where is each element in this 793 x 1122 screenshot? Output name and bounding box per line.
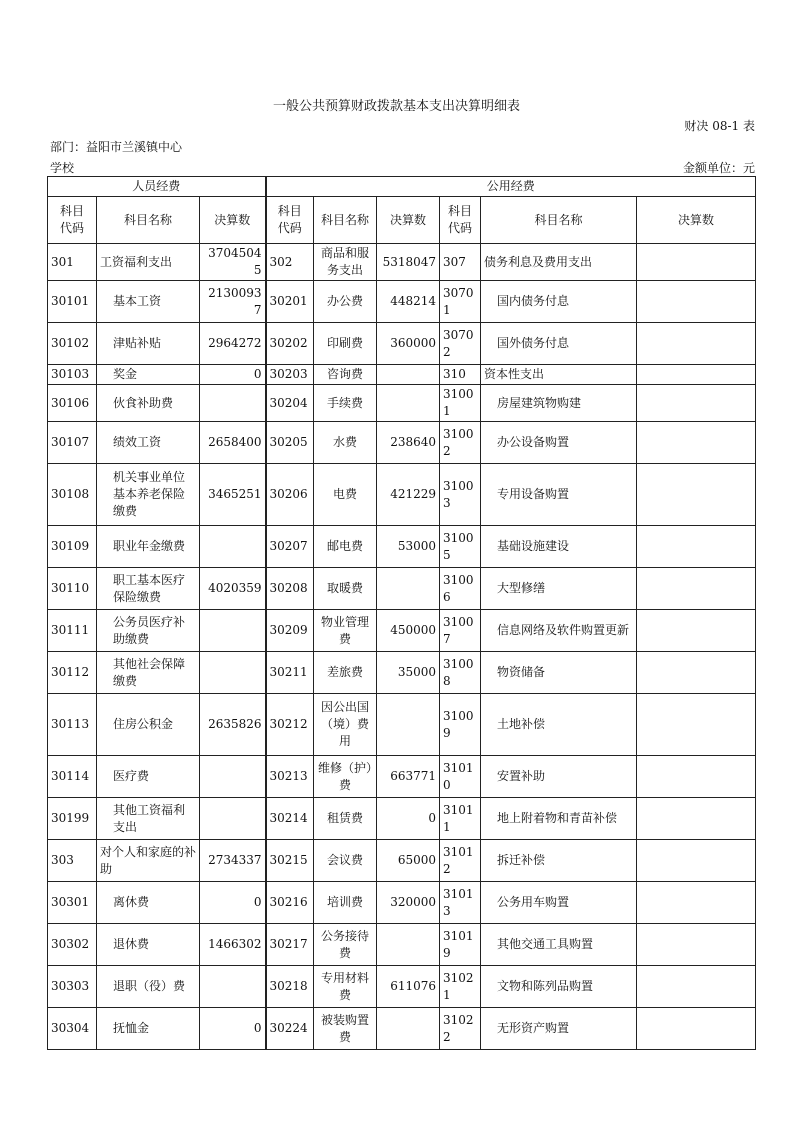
cell-code-2: 30207 [266,526,314,568]
cell-amount-1 [200,756,266,798]
cell-code-1: 30106 [48,385,97,422]
table-row [48,966,756,1008]
cell-name-1: 职工基本医疗保险缴费 [97,568,200,610]
cell-name-1: 医疗费 [97,756,200,798]
table-row [48,422,756,464]
cell-name-1: 伙食补助费 [97,385,200,422]
header-name-1: 科目名称 [97,197,200,244]
form-number: 财决 08-1 表 [684,119,755,133]
cell-code-3: 31007 [440,610,481,652]
cell-code-2: 30206 [266,464,314,526]
cell-code-2: 30214 [266,798,314,840]
cell-name-1: 机关事业单位基本养老保险缴费 [97,464,200,526]
cell-name-1: 退职（役）费 [97,966,200,1008]
cell-code-2: 30212 [266,694,314,756]
cell-code-1: 30103 [48,365,97,385]
cell-name-3: 基础设施建设 [481,526,637,568]
cell-name-1: 工资福利支出 [97,244,200,281]
cell-code-2: 30213 [266,756,314,798]
school-label: 学校 [50,161,75,175]
cell-code-1: 30111 [48,610,97,652]
cell-name-2: 会议费 [314,840,377,882]
cell-code-1: 30110 [48,568,97,610]
table-row [48,244,756,281]
table-row [48,694,756,756]
table-row [48,882,756,924]
cell-amount-1: 0 [200,882,266,924]
cell-code-3: 31012 [440,840,481,882]
cell-code-3: 31019 [440,924,481,966]
cell-code-1: 303 [48,840,97,882]
cell-amount-3 [637,244,756,281]
cell-code-2: 30218 [266,966,314,1008]
cell-amount-2: 35000 [377,652,440,694]
cell-name-1: 其他社会保障缴费 [97,652,200,694]
cell-code-1: 30101 [48,281,97,323]
cell-code-1: 30108 [48,464,97,526]
table-row [48,568,756,610]
cell-name-1: 职业年金缴费 [97,526,200,568]
cell-name-3: 文物和陈列品购置 [481,966,637,1008]
cell-code-3: 31021 [440,966,481,1008]
cell-name-2: 水费 [314,422,377,464]
cell-amount-3 [637,652,756,694]
cell-code-1: 30102 [48,323,97,365]
cell-name-1: 绩效工资 [97,422,200,464]
header-code-1 [48,197,97,244]
cell-amount-3 [637,610,756,652]
table-row [48,526,756,568]
cell-code-2: 30216 [266,882,314,924]
header-code-3-text: 科目 代码 [448,204,473,235]
cell-name-2: 印刷费 [314,323,377,365]
cell-code-3: 307 [440,244,481,281]
cell-name-2: 因公出国（境）费用 [314,694,377,756]
cell-code-3: 31008 [440,652,481,694]
cell-code-2: 30211 [266,652,314,694]
cell-name-3: 地上附着物和青苗补偿 [481,798,637,840]
cell-amount-2 [377,1008,440,1050]
page-title: 一般公共预算财政拨款基本支出决算明细表 [272,99,520,114]
cell-amount-3 [637,882,756,924]
cell-amount-1 [200,610,266,652]
cell-code-1: 30199 [48,798,97,840]
cell-code-1: 30112 [48,652,97,694]
cell-amount-3 [637,422,756,464]
cell-name-1: 基本工资 [97,281,200,323]
cell-amount-1: 21300937 [200,281,266,323]
cell-name-1: 抚恤金 [97,1008,200,1050]
table-row [48,323,756,365]
header-amount-2: 决算数 [377,197,440,244]
cell-amount-2 [377,694,440,756]
cell-amount-3 [637,568,756,610]
cell-name-1: 住房公积金 [97,694,200,756]
cell-amount-2: 5318047 [377,244,440,281]
cell-amount-3 [637,526,756,568]
expenditure-table [47,176,756,1050]
cell-code-2: 30209 [266,610,314,652]
cell-code-2: 30215 [266,840,314,882]
cell-name-2: 取暖费 [314,568,377,610]
cell-amount-3 [637,385,756,422]
cell-code-2: 30202 [266,323,314,365]
header-code-2 [266,197,314,244]
header-name-2: 科目名称 [314,197,377,244]
cell-name-1: 离休费 [97,882,200,924]
cell-amount-1 [200,526,266,568]
cell-code-1: 30304 [48,1008,97,1050]
cell-name-3: 其他交通工具购置 [481,924,637,966]
cell-amount-2: 448214 [377,281,440,323]
cell-amount-3 [637,281,756,323]
cell-amount-3 [637,464,756,526]
group-header-public: 公用经费 [266,177,756,197]
department-label: 部门：益阳市兰溪镇中心 [50,140,183,154]
cell-amount-1: 3465251 [200,464,266,526]
table-row [48,798,756,840]
cell-name-1: 奖金 [97,365,200,385]
cell-amount-1: 2635826 [200,694,266,756]
cell-name-3: 房屋建筑物购建 [481,385,637,422]
cell-name-2: 电费 [314,464,377,526]
cell-code-3: 31011 [440,798,481,840]
cell-name-2: 专用材料费 [314,966,377,1008]
cell-amount-2: 238640 [377,422,440,464]
cell-code-3: 31006 [440,568,481,610]
cell-amount-2: 360000 [377,323,440,365]
cell-code-3: 31005 [440,526,481,568]
cell-code-2: 30204 [266,385,314,422]
header-amount-1: 决算数 [200,197,266,244]
cell-amount-3 [637,1008,756,1050]
cell-amount-3 [637,756,756,798]
header-code-1-text: 科目 代码 [59,204,84,235]
cell-name-2: 商品和服务支出 [314,244,377,281]
cell-name-3: 无形资产购置 [481,1008,637,1050]
header-amount-3: 决算数 [637,197,756,244]
cell-amount-1: 37045045 [200,244,266,281]
cell-amount-1: 2658400 [200,422,266,464]
cell-name-2: 物业管理费 [314,610,377,652]
cell-code-1: 30114 [48,756,97,798]
cell-code-2: 30205 [266,422,314,464]
cell-code-1: 30113 [48,694,97,756]
cell-amount-2 [377,385,440,422]
cell-code-2: 302 [266,244,314,281]
cell-amount-1: 0 [200,365,266,385]
cell-name-3: 安置补助 [481,756,637,798]
cell-amount-2 [377,924,440,966]
cell-amount-3 [637,966,756,1008]
cell-code-3: 31003 [440,464,481,526]
amount-unit-label: 金额单位：元 [682,161,755,175]
cell-code-3: 31002 [440,422,481,464]
cell-amount-2: 320000 [377,882,440,924]
cell-amount-3 [637,365,756,385]
cell-name-3: 拆迁补偿 [481,840,637,882]
cell-amount-2: 53000 [377,526,440,568]
cell-code-2: 30224 [266,1008,314,1050]
cell-code-3: 31009 [440,694,481,756]
cell-name-3: 公务用车购置 [481,882,637,924]
cell-code-2: 30203 [266,365,314,385]
cell-name-2: 手续费 [314,385,377,422]
cell-amount-2 [377,568,440,610]
cell-amount-1 [200,385,266,422]
header-code-3 [440,197,481,244]
cell-name-3: 资本性支出 [481,365,637,385]
cell-name-2: 办公费 [314,281,377,323]
cell-name-2: 邮电费 [314,526,377,568]
cell-name-3: 国外债务付息 [481,323,637,365]
cell-name-2: 公务接待费 [314,924,377,966]
cell-amount-2: 450000 [377,610,440,652]
group-header-personnel: 人员经费 [48,177,266,197]
table-body [48,244,756,1050]
cell-name-3: 办公设备购置 [481,422,637,464]
cell-amount-3 [637,840,756,882]
cell-code-3: 31022 [440,1008,481,1050]
cell-name-2: 咨询费 [314,365,377,385]
cell-amount-1 [200,652,266,694]
cell-code-2: 30201 [266,281,314,323]
cell-name-2: 被装购置费 [314,1008,377,1050]
header-name-3: 科目名称 [481,197,637,244]
cell-name-3: 大型修缮 [481,568,637,610]
cell-code-3: 310 [440,365,481,385]
table-row [48,652,756,694]
cell-code-1: 30107 [48,422,97,464]
cell-code-3: 30702 [440,323,481,365]
table-row [48,281,756,323]
cell-name-3: 债务利息及费用支出 [481,244,637,281]
cell-amount-2: 0 [377,798,440,840]
cell-name-1: 其他工资福利支出 [97,798,200,840]
cell-code-3: 30701 [440,281,481,323]
cell-code-3: 31010 [440,756,481,798]
cell-name-1: 对个人和家庭的补助 [97,840,200,882]
cell-code-1: 30302 [48,924,97,966]
cell-code-1: 30303 [48,966,97,1008]
table-row [48,464,756,526]
table-row [48,756,756,798]
cell-amount-1: 1466302 [200,924,266,966]
cell-code-1: 301 [48,244,97,281]
cell-amount-3 [637,694,756,756]
cell-amount-3 [637,323,756,365]
table-row [48,1008,756,1050]
cell-name-1: 退休费 [97,924,200,966]
cell-amount-3 [637,924,756,966]
cell-amount-3 [637,798,756,840]
cell-amount-2: 663771 [377,756,440,798]
cell-name-2: 维修（护）费 [314,756,377,798]
table-row [48,385,756,422]
cell-name-2: 租赁费 [314,798,377,840]
cell-amount-1: 4020359 [200,568,266,610]
cell-amount-2: 611076 [377,966,440,1008]
cell-code-1: 30109 [48,526,97,568]
cell-name-1: 公务员医疗补助缴费 [97,610,200,652]
header-code-2-text: 科目 代码 [277,204,302,235]
cell-amount-1: 0 [200,1008,266,1050]
cell-name-3: 信息网络及软件购置更新 [481,610,637,652]
cell-amount-2: 421229 [377,464,440,526]
cell-amount-2 [377,365,440,385]
cell-name-3: 国内债务付息 [481,281,637,323]
cell-code-3: 31013 [440,882,481,924]
cell-amount-1 [200,966,266,1008]
cell-amount-1 [200,798,266,840]
cell-amount-2: 65000 [377,840,440,882]
cell-code-2: 30217 [266,924,314,966]
cell-name-2: 培训费 [314,882,377,924]
cell-amount-1: 2734337 [200,840,266,882]
cell-name-3: 专用设备购置 [481,464,637,526]
cell-name-3: 土地补偿 [481,694,637,756]
cell-name-2: 差旅费 [314,652,377,694]
cell-code-1: 30301 [48,882,97,924]
table-row [48,924,756,966]
cell-code-2: 30208 [266,568,314,610]
cell-code-3: 31001 [440,385,481,422]
table-row [48,840,756,882]
table-row [48,610,756,652]
cell-amount-1: 2964272 [200,323,266,365]
cell-name-3: 物资储备 [481,652,637,694]
cell-name-1: 津贴补贴 [97,323,200,365]
table-row [48,365,756,385]
